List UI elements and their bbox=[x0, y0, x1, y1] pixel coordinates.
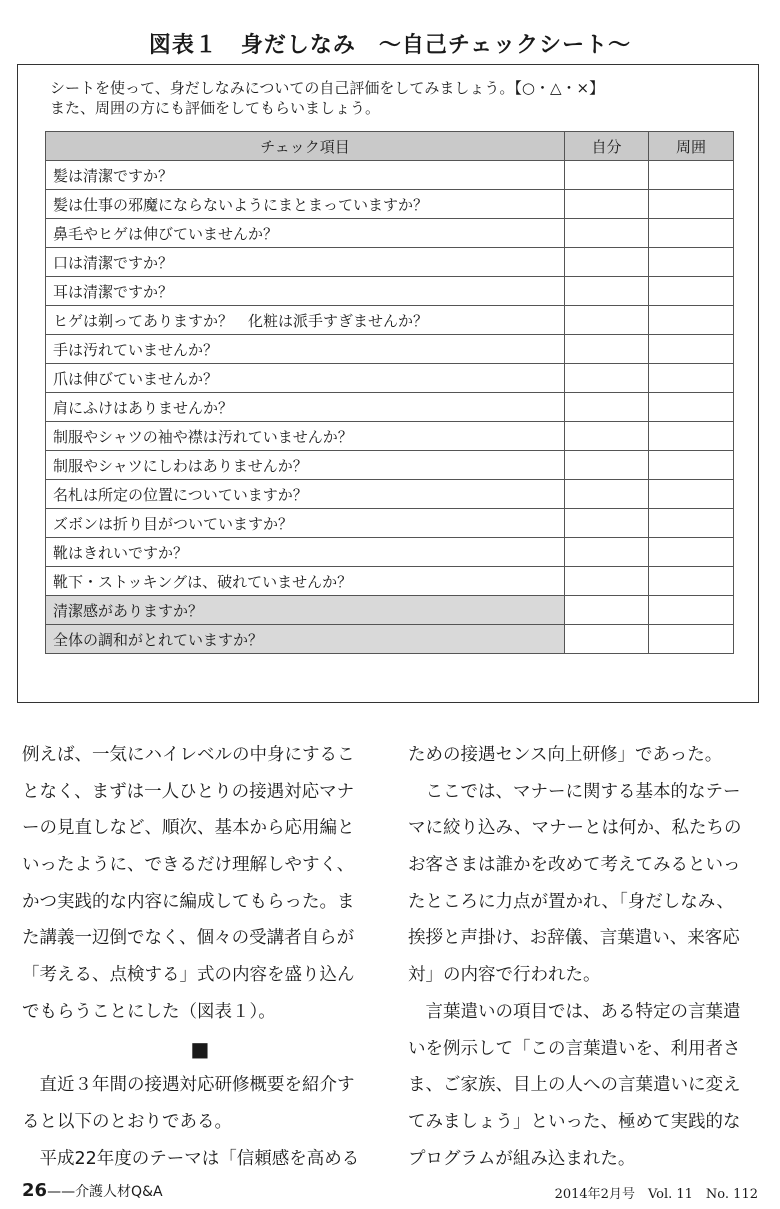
table-row bbox=[46, 306, 734, 335]
self-rating-cell[interactable] bbox=[565, 596, 649, 625]
body-column-left bbox=[22, 737, 378, 1177]
self-rating-cell[interactable] bbox=[565, 567, 649, 596]
self-rating-cell[interactable] bbox=[565, 335, 649, 364]
intro-line: シートを使って、身だしなみについての自己評価をしてみましょう。【○・△・×】 bbox=[50, 79, 605, 97]
others-rating-cell[interactable] bbox=[649, 219, 734, 248]
body-line: となく、まずは一人ひとりの接遇対応マナ bbox=[22, 781, 355, 802]
self-rating-cell[interactable] bbox=[565, 161, 649, 190]
table-header-row bbox=[46, 132, 734, 161]
table-row bbox=[46, 248, 734, 277]
table-row bbox=[46, 538, 734, 567]
table-row bbox=[46, 190, 734, 219]
others-rating-cell[interactable] bbox=[649, 393, 734, 422]
check-table bbox=[45, 131, 734, 654]
check-item: 肩にふけはありませんか？ bbox=[46, 393, 565, 422]
body-line: かつ実践的な内容に編成してもらった。ま bbox=[22, 891, 355, 912]
footer-left bbox=[22, 1180, 163, 1201]
others-rating-cell[interactable] bbox=[649, 567, 734, 596]
header-self: 自分 bbox=[565, 132, 649, 161]
check-item: 髪は清潔ですか？ bbox=[46, 161, 565, 190]
check-item: 髪は仕事の邪魔にならないようにまとまっていますか？ bbox=[46, 190, 565, 219]
others-rating-cell[interactable] bbox=[649, 509, 734, 538]
body-line: 挨拶と声掛け、お辞儀、言葉遣い、来客応 bbox=[408, 928, 740, 949]
self-rating-cell[interactable] bbox=[565, 277, 649, 306]
table-row bbox=[46, 277, 734, 306]
check-item: ズボンは折り目がついていますか？ bbox=[46, 509, 565, 538]
others-rating-cell[interactable] bbox=[649, 480, 734, 509]
check-item: 全体の調和がとれていますか？ bbox=[46, 625, 565, 654]
check-item: 制服やシャツの袖や襟は汚れていませんか？ bbox=[46, 422, 565, 451]
self-rating-cell[interactable] bbox=[565, 364, 649, 393]
self-rating-cell[interactable] bbox=[565, 625, 649, 654]
issue-info: 2014年2月号 Vol. 11 No. 112 bbox=[554, 1187, 758, 1202]
check-item: 口は清潔ですか？ bbox=[46, 248, 565, 277]
others-rating-cell[interactable] bbox=[649, 625, 734, 654]
body-line: ための接遇センス向上研修」であった。 bbox=[408, 745, 723, 765]
check-table-body bbox=[46, 161, 734, 654]
body-line: 平成22年度のテーマは「信頼感を高める bbox=[22, 1148, 360, 1169]
body-line: 言葉遣いの項目では、ある特定の言葉遣 bbox=[408, 1001, 741, 1022]
self-rating-cell[interactable] bbox=[565, 248, 649, 277]
table-row bbox=[46, 393, 734, 422]
body-line: 「考える、点検する」式の内容を盛り込ん bbox=[22, 965, 355, 986]
check-item: 手は汚れていませんか？ bbox=[46, 335, 565, 364]
body-line: た講義一辺倒でなく、個々の受講者自らが bbox=[22, 928, 355, 949]
body-line: 対」の内容で行われた。 bbox=[408, 965, 601, 986]
table-row bbox=[46, 625, 734, 654]
body-line: ーの見直しなど、順次、基本から応用編と bbox=[22, 818, 355, 839]
others-rating-cell[interactable] bbox=[649, 277, 734, 306]
check-item: 靴下・ストッキングは、破れていませんか？ bbox=[46, 567, 565, 596]
table-row bbox=[46, 335, 734, 364]
self-rating-cell[interactable] bbox=[565, 219, 649, 248]
figure-intro bbox=[50, 78, 750, 118]
self-rating-cell[interactable] bbox=[565, 190, 649, 219]
self-rating-cell[interactable] bbox=[565, 306, 649, 335]
others-rating-cell[interactable] bbox=[649, 451, 734, 480]
body-line: てみましょう」といった、極めて実践的な bbox=[408, 1111, 741, 1132]
body-line: いったように、できるだけ理解しやすく、 bbox=[22, 855, 355, 876]
check-item: 制服やシャツにしわはありませんか？ bbox=[46, 451, 565, 480]
others-rating-cell[interactable] bbox=[649, 596, 734, 625]
header-others: 周囲 bbox=[649, 132, 734, 161]
self-rating-cell[interactable] bbox=[565, 393, 649, 422]
body-line: 直近３年間の接遇対応研修概要を紹介す bbox=[22, 1075, 355, 1096]
check-item: 清潔感がありますか？ bbox=[46, 596, 565, 625]
table-row bbox=[46, 509, 734, 538]
check-item: ヒゲは剃ってありますか？ 化粧は派手すぎませんか？ bbox=[46, 306, 565, 335]
others-rating-cell[interactable] bbox=[649, 161, 734, 190]
body-line: ると以下のとおりである。 bbox=[22, 1111, 232, 1132]
intro-line: また、周囲の方にも評価をしてもらいましょう。 bbox=[50, 99, 381, 117]
table-row bbox=[46, 219, 734, 248]
body-line: 例えば、一気にハイレベルの中身にするこ bbox=[22, 745, 355, 765]
body-line: いを例示して「この言葉遣いを、利用者さ bbox=[408, 1038, 741, 1059]
self-rating-cell[interactable] bbox=[565, 451, 649, 480]
table-row bbox=[46, 451, 734, 480]
body-line: ここでは、マナーに関する基本的なテー bbox=[408, 781, 741, 802]
section-separator: ■ bbox=[190, 1036, 210, 1061]
self-rating-cell[interactable] bbox=[565, 538, 649, 567]
self-rating-cell[interactable] bbox=[565, 422, 649, 451]
body-line: お客さまは誰かを改めて考えてみるといっ bbox=[408, 855, 741, 876]
body-line: プログラムが組み込まれた。 bbox=[408, 1148, 636, 1169]
page-number: 26 bbox=[22, 1180, 48, 1201]
header-check-item: チェック項目 bbox=[46, 132, 565, 161]
table-row bbox=[46, 567, 734, 596]
others-rating-cell[interactable] bbox=[649, 190, 734, 219]
body-line: ま、ご家族、目上の人への言葉遣いに変え bbox=[408, 1075, 741, 1096]
body-line: たところに力点が置かれ、「身だしなみ、 bbox=[408, 891, 734, 912]
table-row bbox=[46, 480, 734, 509]
check-item: 耳は清潔ですか？ bbox=[46, 277, 565, 306]
self-rating-cell[interactable] bbox=[565, 480, 649, 509]
body-line: でもらうことにした（図表１）。 bbox=[22, 1001, 276, 1022]
check-item: 爪は伸びていませんか？ bbox=[46, 364, 565, 393]
check-item: 名札は所定の位置についていますか？ bbox=[46, 480, 565, 509]
body-column-right bbox=[408, 737, 764, 1177]
others-rating-cell[interactable] bbox=[649, 248, 734, 277]
self-rating-cell[interactable] bbox=[565, 509, 649, 538]
others-rating-cell[interactable] bbox=[649, 422, 734, 451]
check-item: 鼻毛やヒゲは伸びていませんか？ bbox=[46, 219, 565, 248]
others-rating-cell[interactable] bbox=[649, 538, 734, 567]
body-line: マに絞り込み、マナーとは何か、私たちの bbox=[408, 818, 742, 839]
table-row bbox=[46, 596, 734, 625]
table-row bbox=[46, 161, 734, 190]
others-rating-cell[interactable] bbox=[649, 335, 734, 364]
publication-name: ——介護人材Q&A bbox=[47, 1184, 163, 1200]
check-item: 靴はきれいですか？ bbox=[46, 538, 565, 567]
table-row bbox=[46, 422, 734, 451]
others-rating-cell[interactable] bbox=[649, 306, 734, 335]
table-row bbox=[46, 364, 734, 393]
others-rating-cell[interactable] bbox=[649, 364, 734, 393]
figure-title: 図表１ 身だしなみ ～自己チェックシート～ bbox=[148, 33, 632, 58]
